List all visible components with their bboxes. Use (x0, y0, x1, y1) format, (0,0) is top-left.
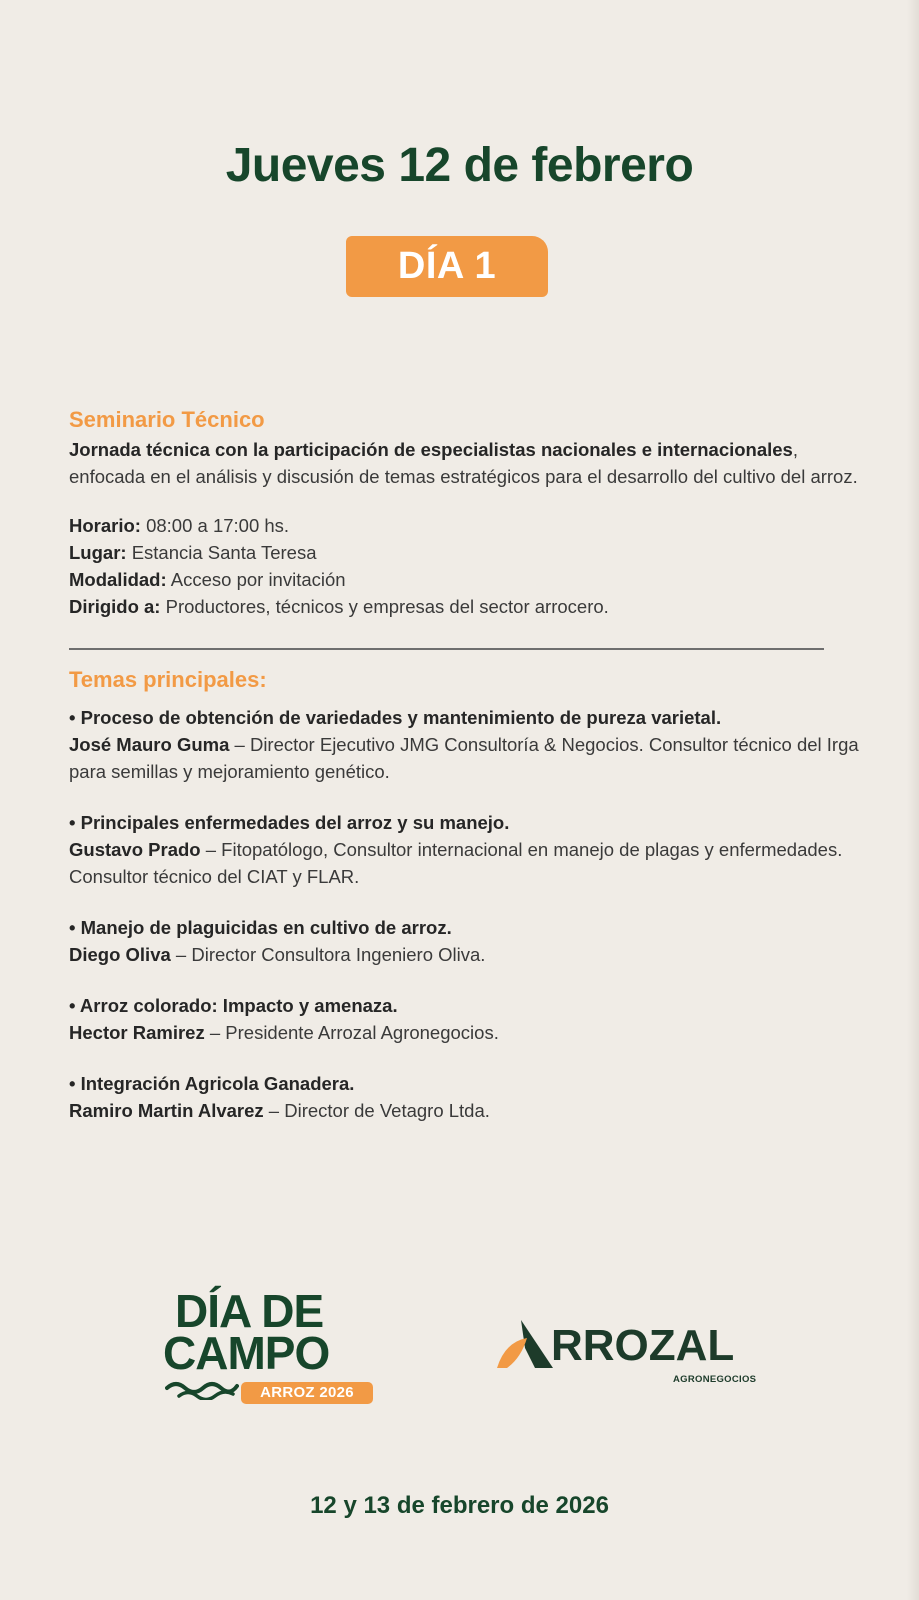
page-title: Jueves 12 de febrero (225, 139, 694, 192)
detail-value: Acceso por invitación (166, 569, 346, 590)
detail-label: Lugar: (69, 542, 127, 563)
detail-location (69, 539, 859, 566)
topic-heading (69, 992, 859, 1019)
topic-heading (69, 1070, 859, 1097)
speaker-name: Gustavo Prado (69, 839, 201, 860)
speaker-name: Hector Ramirez (69, 1022, 205, 1043)
detail-audience (69, 593, 859, 620)
event-dates: 12 y 13 de febrero de 2026 (310, 1492, 609, 1519)
topic-item (69, 809, 859, 890)
detail-value: Productores, técnicos y empresas del sector arrocero. (160, 596, 609, 617)
logo-subtitle: ARROZ 2026 (241, 1382, 373, 1404)
topics-title: Temas principales: (69, 667, 267, 692)
topic-speaker (69, 1019, 859, 1046)
seminar-details (69, 512, 859, 620)
topic-speaker (69, 731, 859, 785)
section-divider (69, 648, 824, 650)
detail-value: Estancia Santa Teresa (126, 542, 317, 563)
topic-heading (69, 914, 859, 941)
detail-label: Dirigido a: (69, 596, 161, 617)
detail-schedule (69, 512, 859, 539)
waves-icon (165, 1380, 239, 1400)
speaker-name: Ramiro Martin Alvarez (69, 1100, 264, 1121)
logos-row (0, 1285, 919, 1408)
arrozal-tagline: AGRONEGOCIOS (673, 1374, 757, 1385)
logo-line-1: DÍA DE (175, 1285, 324, 1337)
topic-speaker (69, 1097, 859, 1124)
topic-item (69, 704, 859, 785)
topic-text: • Integración Agricola Ganadera. (69, 1073, 355, 1094)
topic-text: • Proceso de obtención de variedades y mantenimiento de pureza varietal. (69, 707, 722, 728)
speaker-role: – Presidente Arrozal Agronegocios. (204, 1022, 499, 1043)
topic-heading (69, 704, 859, 731)
arrozal-a-icon (495, 1318, 555, 1370)
speaker-role: – Director Ejecutivo JMG Consultoría & Negocios. Consultor técnico del Irga para semillas y mejoramiento genético. (69, 734, 859, 782)
logo-line-2: CAMPO (163, 1327, 330, 1379)
topic-speaker (69, 941, 859, 968)
speaker-name: José Mauro Guma (69, 734, 230, 755)
topic-item (69, 992, 859, 1046)
seminar-intro (69, 436, 859, 490)
day-badge: DÍA 1 (346, 236, 548, 297)
dia-de-campo-logo (163, 1285, 383, 1408)
arrozal-name: RROZAL (551, 1321, 735, 1370)
detail-modality (69, 566, 859, 593)
topic-text: • Arroz colorado: Impacto y amenaza. (69, 995, 398, 1016)
seminar-intro-bold: Jornada técnica con la participación de especialistas nacionales e internacionales (69, 439, 793, 460)
detail-label: Horario: (69, 515, 141, 536)
speaker-name: Diego Oliva (69, 944, 171, 965)
topic-heading (69, 809, 859, 836)
topic-text: • Principales enfermedades del arroz y su manejo. (69, 812, 510, 833)
arrozal-logo (495, 1318, 775, 1398)
speaker-role: – Director Consultora Ingeniero Oliva. (170, 944, 486, 965)
topic-item (69, 1070, 859, 1124)
speaker-role: – Director de Vetagro Ltda. (263, 1100, 490, 1121)
topic-speaker (69, 836, 859, 890)
detail-label: Modalidad: (69, 569, 167, 590)
seminar-intro-rest: , enfocada en el análisis y discusión de temas estratégicos para el desarrollo del cultivo del arroz. (69, 439, 858, 487)
main-content (69, 404, 859, 1124)
topic-item (69, 914, 859, 968)
seminar-title: Seminario Técnico (69, 407, 265, 432)
topic-text: • Manejo de plaguicidas en cultivo de arroz. (69, 917, 452, 938)
detail-value: 08:00 a 17:00 hs. (140, 515, 290, 536)
speaker-role: – Fitopatólogo, Consultor internacional en manejo de plagas y enfermedades. Consultor técnico del CIAT y FLAR. (69, 839, 843, 887)
